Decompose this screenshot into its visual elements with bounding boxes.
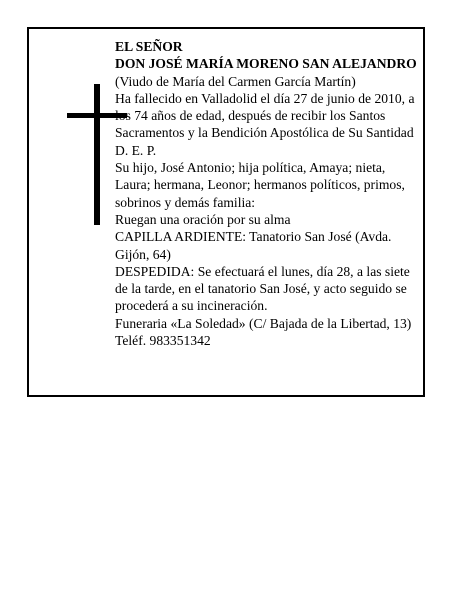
widower-note: (Viudo de María del Carmen García Martín) <box>115 73 356 89</box>
announcement-line: Sacramentos y la Bendición Apostólica de Su Santidad <box>115 125 414 141</box>
prayer-request: Ruegan una oración por su alma <box>115 211 291 227</box>
farewell-line: procederá a su incineración. <box>115 298 268 314</box>
chapel-line: Gijón, 64) <box>115 246 171 262</box>
farewell-line: DESPEDIDA: Se efectuará el lunes, día 28, a las siete <box>115 263 410 279</box>
announcement-line: D. E. P. <box>115 142 157 158</box>
family-line: Su hijo, José Antonio; hija política, Amaya; nieta, <box>115 160 386 176</box>
notice-heading: EL SEÑOR <box>115 39 183 54</box>
announcement-line: los 74 años de edad, después de recibir los Santos <box>115 108 386 124</box>
family-line: sobrinos y demás familia: <box>115 194 256 210</box>
deceased-name: DON JOSÉ MARÍA MORENO SAN ALEJANDRO <box>115 56 417 72</box>
farewell-line: de la tarde, en el tanatorio San José, y acto seguido se <box>115 281 407 297</box>
phone-number: Teléf. 983351342 <box>115 333 211 349</box>
announcement-line: Ha fallecido en Valladolid el día 27 de junio de 2010, a <box>115 90 415 106</box>
chapel-line: CAPILLA ARDIENTE: Tanatorio San José (Avda. <box>115 229 392 245</box>
obituary-text <box>115 38 420 349</box>
funeral-home: Funeraria «La Soledad» (C/ Bajada de la Libertad, 13) <box>115 315 412 331</box>
family-line: Laura; hermana, Leonor; hermanos políticos, primos, <box>115 177 405 193</box>
cross-icon-vertical-bar <box>94 84 100 225</box>
